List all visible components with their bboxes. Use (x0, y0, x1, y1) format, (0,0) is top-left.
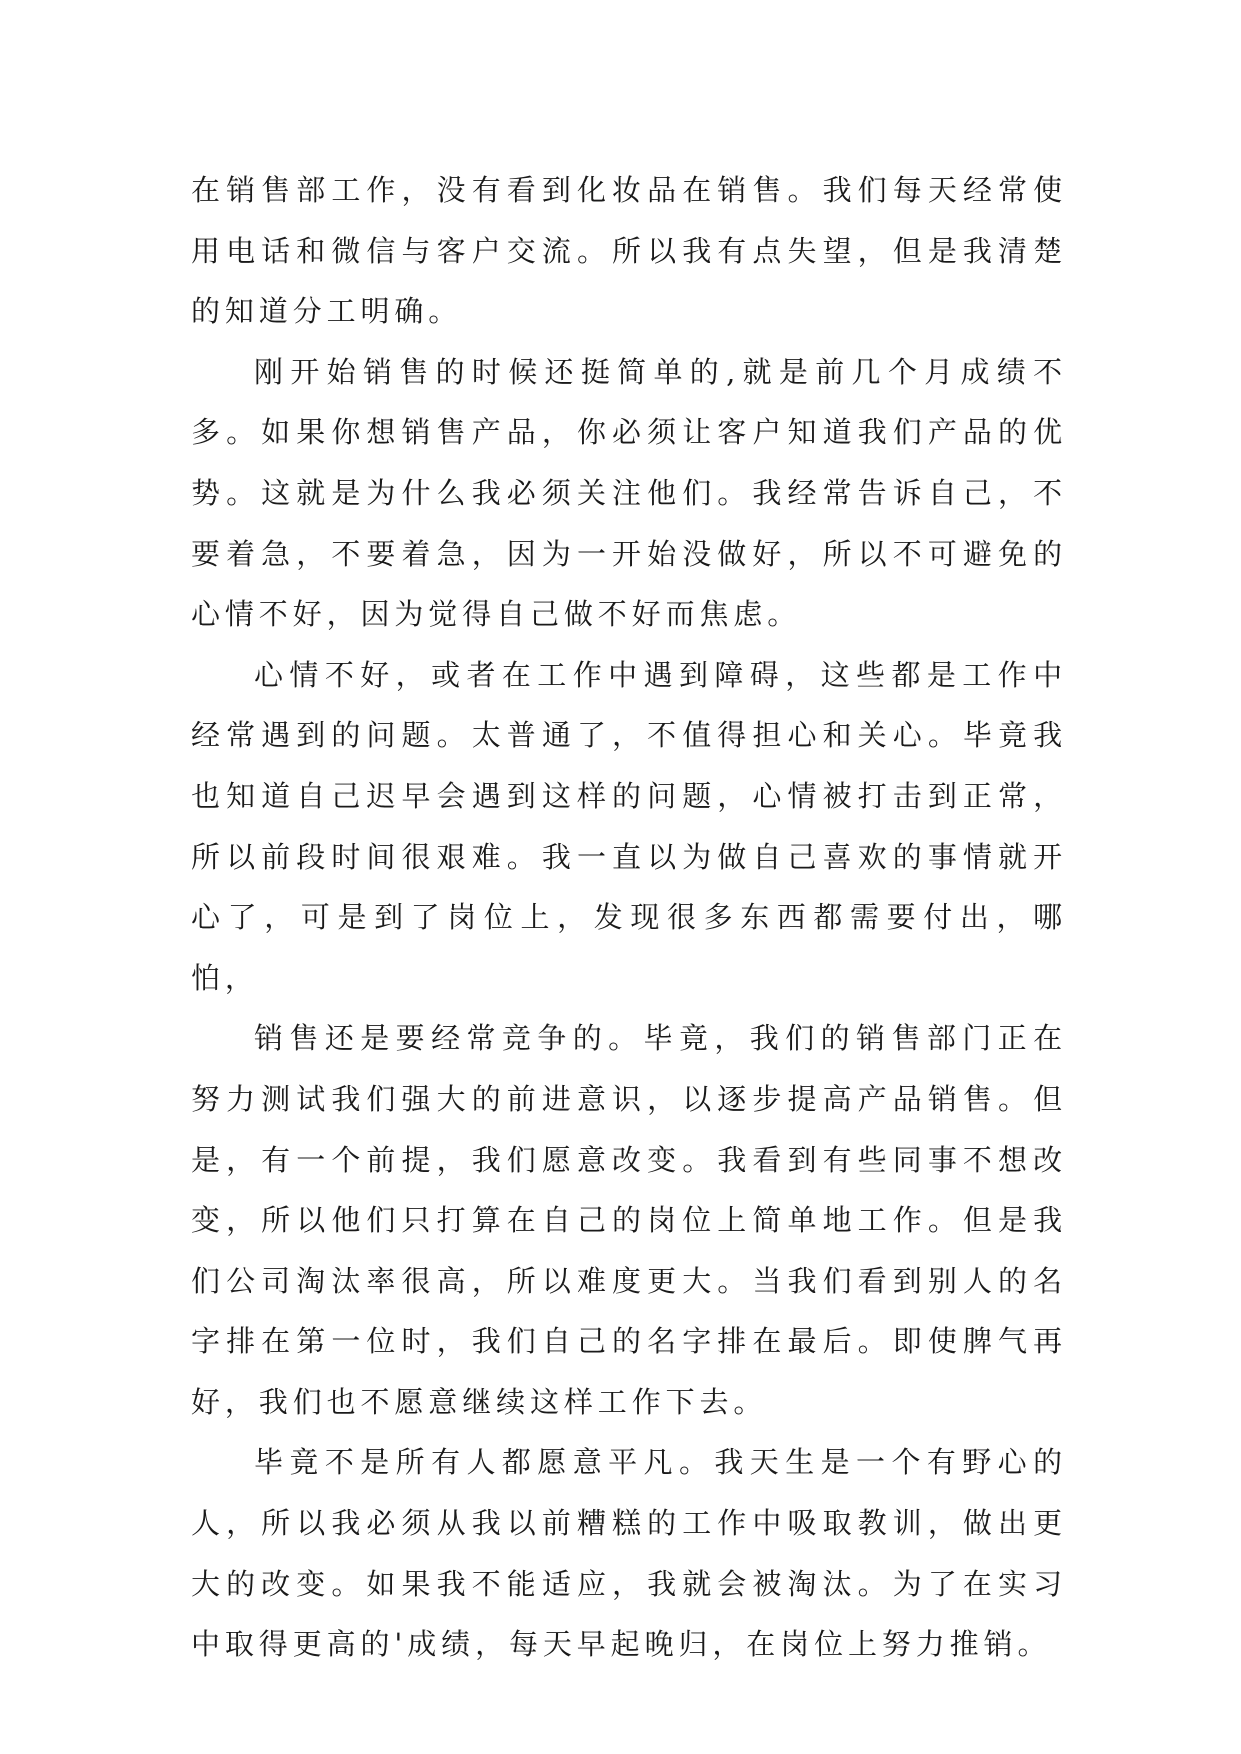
paragraph-5: 毕竟不是所有人都愿意平凡。我天生是一个有野心的人，所以我必须从我以前糟糕的工作中吸取教训，做出更大的改变。如果我不能适应，我就会被淘汰。为了在实习中取得更高的'成绩，每天早起晚归，在岗位上努力推销。 (191, 1445, 1067, 1662)
document-body (191, 160, 1067, 1675)
paragraph-1: 在销售部工作，没有看到化妆品在销售。我们每天经常使用电话和微信与客户交流。所以我有点失望，但是我清楚的知道分工明确。 (191, 173, 1067, 329)
paragraph-3: 心情不好，或者在工作中遇到障碍，这些都是工作中经常遇到的问题。太普通了，不值得担心和关心。毕竟我也知道自己迟早会遇到这样的问题，心情被打击到正常，所以前段时间很艰难。我一直以为做自己喜欢的事情就开心了，可是到了岗位上，发现很多东西都需要付出，哪怕， (191, 657, 1067, 995)
paragraph-2: 刚开始销售的时候还挺简单的,就是前几个月成绩不多。如果你想销售产品，你必须让客户知道我们产品的优势。这就是为什么我必须关注他们。我经常告诉自己，不要着急，不要着急，因为一开始没做好，所以不可避免的心情不好，因为觉得自己做不好而焦虑。 (191, 354, 1067, 632)
paragraph-4: 销售还是要经常竞争的。毕竟，我们的销售部门正在努力测试我们强大的前进意识，以逐步提高产品销售。但是，有一个前提，我们愿意改变。我看到有些同事不想改变，所以他们只打算在自己的岗位上简单地工作。但是我们公司淘汰率很高，所以难度更大。当我们看到别人的名字排在第一位时，我们自己的名字排在最后。即使脾气再好，我们也不愿意继续这样工作下去。 (191, 1021, 1067, 1419)
